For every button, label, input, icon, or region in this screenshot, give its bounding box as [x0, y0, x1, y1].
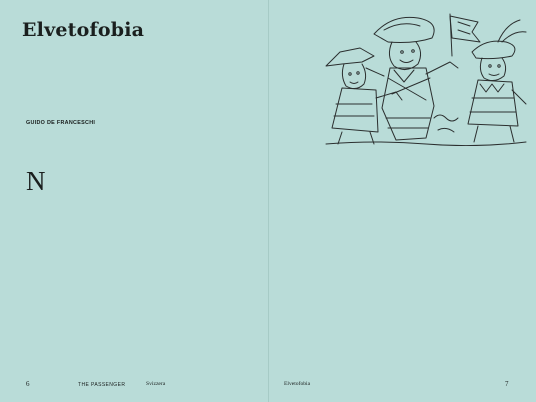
page-number-right: 7 — [505, 380, 509, 388]
text-column-4 — [404, 170, 508, 344]
article-author: GUIDO DE FRANCESCHI — [26, 120, 96, 126]
article-title: Elvetofobia — [22, 19, 145, 41]
drop-cap: N — [26, 166, 46, 196]
running-title: Elvetofobia — [284, 381, 311, 387]
page-number-left: 6 — [26, 380, 30, 388]
section-name: Svizzera — [146, 381, 166, 387]
text-column-2 — [145, 170, 249, 344]
text-column-3 — [285, 170, 389, 344]
page-gutter — [268, 0, 269, 402]
magazine-name: THE PASSENGER — [78, 382, 126, 388]
text-column-1 — [26, 166, 130, 344]
caricature-illustration — [322, 8, 530, 146]
